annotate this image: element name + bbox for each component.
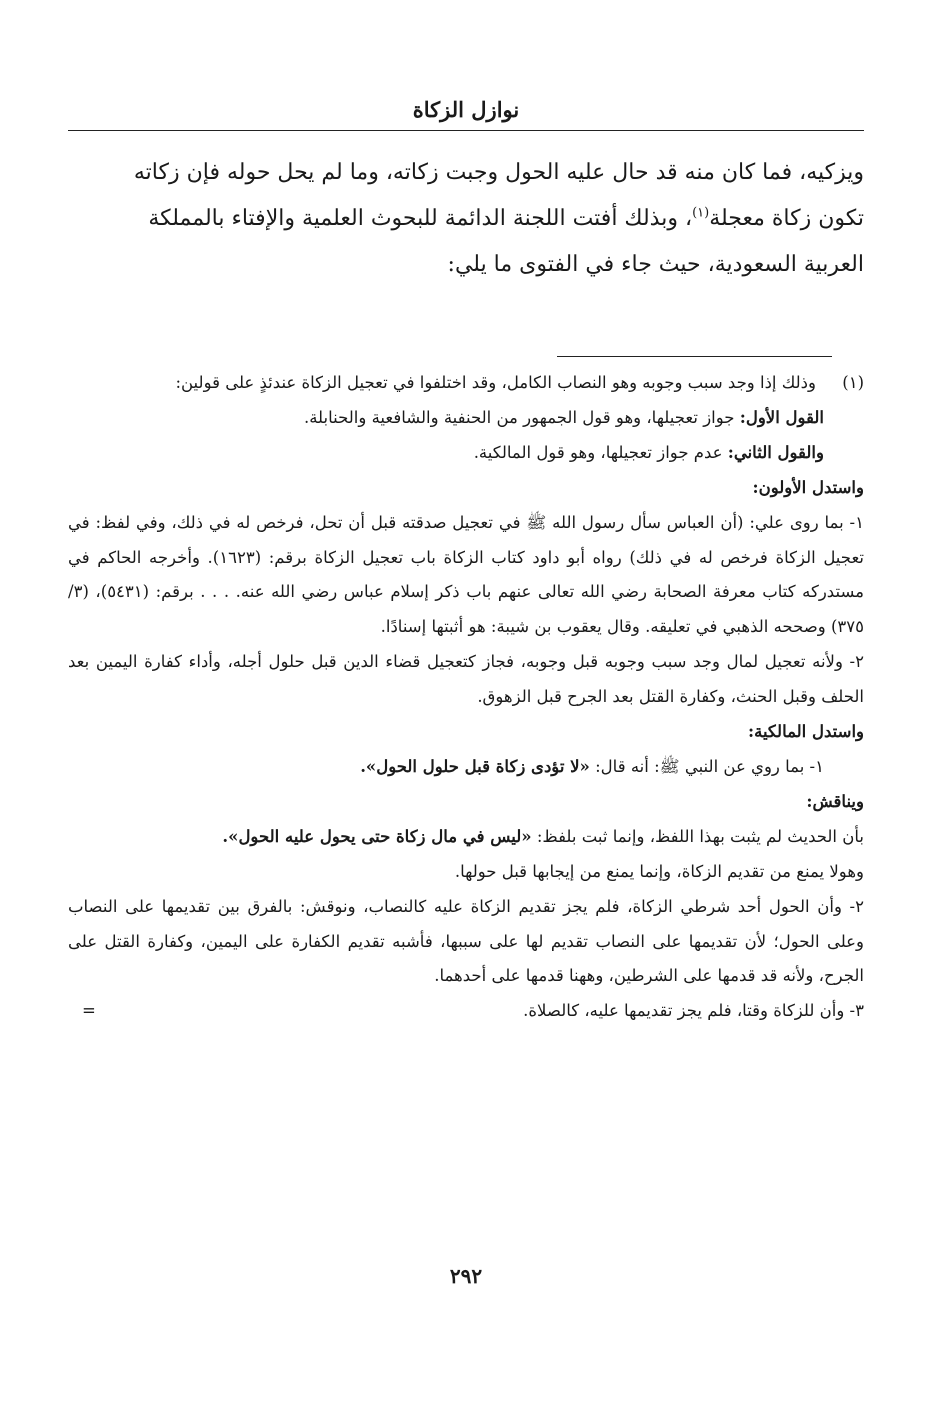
footnotes bbox=[68, 366, 864, 1029]
opinion-1 bbox=[68, 401, 864, 436]
evidence-paragraph: ١- بما روى علي: (أن العباس سأل رسول الله ﷺ في تعجيل صدقته قبل أن تحل، فرخص له في ذلك، وفي لفظ: في تعجيل الزكاة فرخص له في ذلك) رواه أبو داود كتاب الزكاة باب تعجيل الزكاة برقم: (١٦٢٣). وأخرجه الحاكم في مستدركه كتاب معرفة الصحابة رضي الله تعالى عنهم باب ذكر إسلام عباس رضي الله عنه. . . . برقم: (٥٤٣١)، (٣/ ٣٧٥) وصححه الذهبي في تعليقه. وقال يعقوب بن شيبة: هو أثبتها إسنادًا. bbox=[68, 512, 865, 637]
header-rule bbox=[68, 130, 864, 131]
opinion-1-text: جواز تعجيلها، وهو قول الجمهور من الحنفية والشافعية والحنابلة. bbox=[303, 407, 740, 427]
evidence-paragraph bbox=[68, 994, 864, 1029]
discussion-text: بأن الحديث لم يثبت بهذا اللفظ، وإنما ثبت بلفظ: bbox=[531, 826, 864, 846]
evidence-paragraph: ٢- وأن الحول أحد شرطي الزكاة، فلم يجز تقديم الزكاة عليه كالنصاب، ونوقش: بالفرق بين تقديمها على النصاب وعلى الحول؛ لأن تقديمها على النصاب تقديم لها على سببها، فأشبه تقديم الكفارة على اليمين، وكفارة القتل على الجرح، ولأنه قد قدمها على الشرطين، وههنا قدمها على أحدهما. bbox=[68, 896, 864, 986]
section-heading: ويناقش: bbox=[806, 791, 864, 811]
main-line bbox=[68, 196, 864, 242]
opinion-2-text: عدم جواز تعجيلها، وهو قول المالكية. bbox=[473, 442, 728, 462]
continuation-mark: = bbox=[82, 1001, 96, 1021]
section-heading: واستدل المالكية: bbox=[748, 722, 864, 742]
discussion-paragraph bbox=[68, 820, 864, 855]
discussion-paragraph: وهولا يمنع من تقديم الزكاة، وإنما يمنع من إيجابها قبل حولها. bbox=[454, 861, 864, 881]
main-line: العربية السعودية، حيث جاء في الفتوى ما يلي: bbox=[447, 252, 864, 277]
footnote-marker: (١) bbox=[842, 373, 864, 392]
main-line-part: ، وبذلك أفتت اللجنة الدائمة للبحوث العلمية والإفتاء بالمملكة bbox=[148, 206, 693, 231]
evidence-text: ٣- وأن للزكاة وقتا، فلم يجز تقديمها عليه، كالصلاة. bbox=[523, 1001, 864, 1021]
footnote-intro bbox=[68, 366, 864, 401]
page-number: ٢٩٢ bbox=[449, 1264, 483, 1288]
main-text bbox=[68, 150, 864, 288]
evidence-paragraph: ٢- ولأنه تعجيل لمال وجد سبب وجوبه قبل وجوبه، فجاز كتعجيل قضاء الدين قبل حلول أجله، وأداء كفارة اليمين بعد الحلف وقبل الحنث، وكفارة القتل بعد الجرح قبل الزهوق. bbox=[68, 652, 864, 707]
evidence-text: ١- بما روي عن النبي ﷺ: أنه قال: bbox=[589, 756, 824, 776]
evidence-paragraph bbox=[68, 750, 864, 785]
hadith-quote: «ليس في مال زكاة حتى يحول عليه الحول». bbox=[222, 826, 532, 846]
footnote-rule bbox=[557, 356, 832, 357]
opinion-1-label: القول الأول: bbox=[739, 407, 824, 427]
footnote-reference[interactable]: (١) bbox=[692, 205, 710, 221]
footnote-intro-text: وذلك إذا وجد سبب وجوبه وهو النصاب الكامل، وقد اختلفوا في تعجيل الزكاة عندئذٍ على قولين: bbox=[175, 373, 816, 392]
hadith-quote: «لا تؤدى زكاة قبل حلول الحول». bbox=[360, 756, 590, 776]
section-heading: واستدل الأولون: bbox=[752, 477, 864, 497]
main-line: ويزكيه، فما كان منه قد حال عليه الحول وجبت زكاته، وما لم يحل حوله فإن زكاته bbox=[133, 160, 864, 185]
running-header: نوازل الزكاة bbox=[412, 97, 520, 122]
main-line-part: تكون زكاة معجلة bbox=[709, 206, 864, 231]
opinion-2-label: والقول الثاني: bbox=[727, 442, 824, 462]
opinion-2 bbox=[68, 436, 864, 471]
